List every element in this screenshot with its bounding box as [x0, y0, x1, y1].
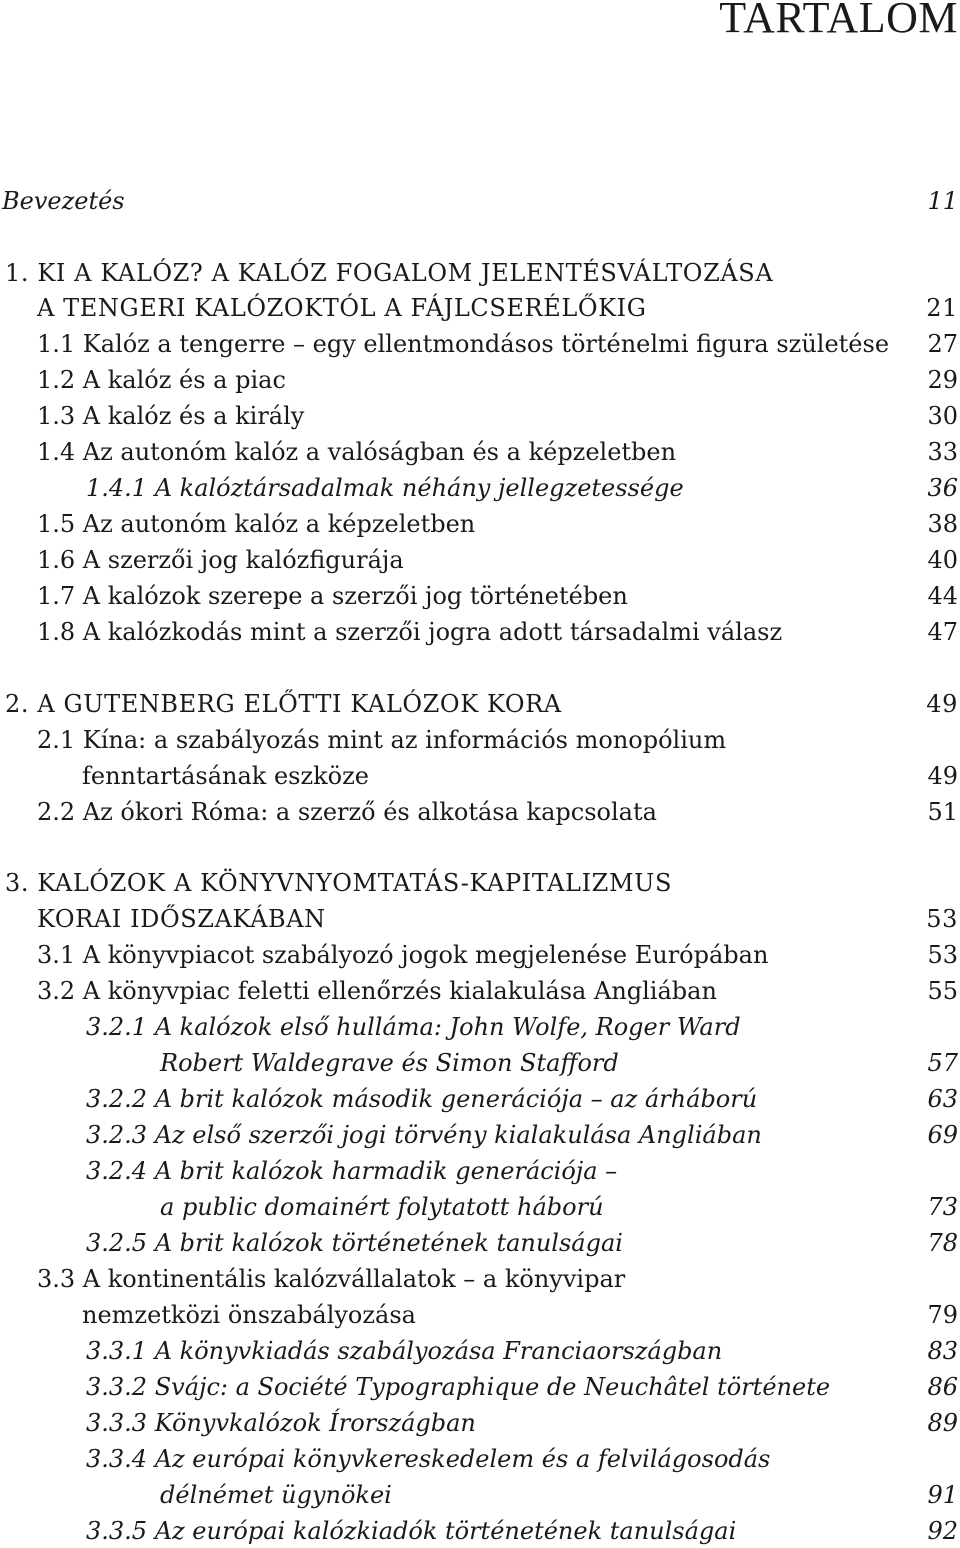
toc-chapter-title: A TENGERI KALÓZOKTÓL A FÁJLCSERÉLŐKIG — [37, 294, 647, 322]
toc-entry-2-1-line1[interactable] — [0, 723, 960, 757]
toc-entry-page: 63 — [927, 1085, 958, 1113]
toc-entry-page: 55 — [927, 977, 958, 1005]
toc-entry-1-4-1[interactable] — [0, 471, 960, 505]
toc-entry-1-2[interactable] — [0, 363, 960, 397]
toc-entry-page: 92 — [927, 1517, 958, 1545]
toc-entry-page: 44 — [927, 582, 958, 610]
toc-entry-title: 3.2.2 A brit kalózok második generációja – az árháború — [86, 1085, 758, 1113]
toc-entry-1-6[interactable] — [0, 543, 960, 577]
toc-entry-1-8[interactable] — [0, 615, 960, 649]
toc-chapter-3-line2[interactable] — [0, 902, 960, 936]
toc-entry-intro[interactable] — [0, 184, 960, 218]
toc-entry-page: 69 — [927, 1121, 958, 1149]
toc-chapter-title: 1. KI A KALÓZ? A KALÓZ FOGALOM JELENTÉSVÁLTOZÁSA — [5, 259, 774, 287]
toc-entry-title: 1.3 A kalóz és a király — [37, 402, 305, 430]
toc-entry-3-1[interactable] — [0, 938, 960, 972]
toc-entry-title: 3.3.2 Svájc: a Société Typographique de Neuchâtel története — [86, 1373, 831, 1401]
toc-entry-title: 3.3.5 Az európai kalózkiadók történetének tanulságai — [86, 1517, 737, 1545]
toc-entry-title: 3.3.1 A könyvkiadás szabályozása Franciaországban — [86, 1337, 723, 1365]
toc-entry-page: 83 — [927, 1337, 958, 1365]
toc-entry-title: 1.7 A kalózok szerepe a szerzői jog történetében — [37, 582, 628, 610]
toc-entry-3-3-4-line2[interactable] — [0, 1478, 960, 1512]
page-title: TARTALOM — [719, 0, 958, 42]
toc-entry-page: 86 — [927, 1373, 958, 1401]
toc-entry-page: 21 — [926, 294, 958, 322]
toc-entry-title: fenntartásának eszköze — [82, 762, 369, 790]
toc-entry-page: 38 — [927, 510, 958, 538]
toc-entry-page: 11 — [927, 187, 958, 215]
toc-entry-page: 57 — [927, 1049, 958, 1077]
toc-entry-1-7[interactable] — [0, 579, 960, 613]
toc-entry-page: 27 — [927, 330, 958, 358]
toc-entry-title: 1.8 A kalózkodás mint a szerzői jogra adott társadalmi válasz — [37, 618, 783, 646]
toc-entry-title: 3.3 A kontinentális kalózvállalatok – a könyvipar — [37, 1265, 626, 1293]
toc-entry-3-2[interactable] — [0, 974, 960, 1008]
toc-entry-1-3[interactable] — [0, 399, 960, 433]
toc-entry-3-2-1-line1[interactable] — [0, 1010, 960, 1044]
toc-entry-title: 3.2.1 A kalózok első hulláma: John Wolfe, Roger Ward — [86, 1013, 741, 1041]
toc-entry-page: 47 — [927, 618, 958, 646]
toc-entry-3-3-line2[interactable] — [0, 1298, 960, 1332]
toc-entry-page: 40 — [927, 546, 958, 574]
toc-entry-title: a public domainért folytatott háború — [160, 1193, 604, 1221]
toc-entry-3-3-4-line1[interactable] — [0, 1442, 960, 1476]
toc-entry-page: 30 — [927, 402, 958, 430]
toc-entry-page: 36 — [927, 474, 958, 502]
toc-entry-title: 1.4.1 A kalóztársadalmak néhány jellegzetessége — [86, 474, 684, 502]
toc-entry-page: 29 — [927, 366, 958, 394]
toc-entry-title: délnémet ügynökei — [160, 1481, 392, 1509]
toc-entry-page: 53 — [927, 941, 958, 969]
toc-chapter-title: 2. A GUTENBERG ELŐTTI KALÓZOK KORA — [5, 690, 562, 718]
toc-entry-3-3-line1[interactable] — [0, 1262, 960, 1296]
toc-entry-title: 3.3.3 Könyvkalózok Írországban — [86, 1409, 476, 1437]
toc-entry-title: 3.1 A könyvpiacot szabályozó jogok megjelenése Európában — [37, 941, 769, 969]
toc-entry-title: 2.1 Kína: a szabályozás mint az információs monopólium — [37, 726, 727, 754]
toc-entry-title: 1.4 Az autonóm kalóz a valóságban és a képzeletben — [37, 438, 677, 466]
toc-entry-page: 51 — [927, 798, 958, 826]
toc-entry-page: 49 — [926, 690, 958, 718]
toc-entry-title: 1.2 A kalóz és a piac — [37, 366, 286, 394]
toc-entry-3-3-1[interactable] — [0, 1334, 960, 1368]
toc-chapter-3-line1[interactable] — [0, 866, 960, 900]
toc-entry-page: 33 — [927, 438, 958, 466]
toc-entry-page: 49 — [927, 762, 958, 790]
toc-entry-3-2-4-line2[interactable] — [0, 1190, 960, 1224]
toc-entry-title: 3.2.3 Az első szerzői jogi törvény kialakulása Angliában — [86, 1121, 762, 1149]
toc-entry-page: 89 — [927, 1409, 958, 1437]
toc-entry-page: 91 — [927, 1481, 958, 1509]
toc-entry-3-3-5[interactable] — [0, 1514, 960, 1548]
toc-chapter-title: 3. KALÓZOK A KÖNYVNYOMTATÁS-KAPITALIZMUS — [5, 869, 672, 897]
toc-entry-title: 3.2.5 A brit kalózok történetének tanulságai — [86, 1229, 623, 1257]
toc-entry-page: 79 — [927, 1301, 958, 1329]
toc-entry-1-1[interactable] — [0, 327, 960, 361]
toc-entry-page: 53 — [926, 905, 958, 933]
toc-entry-title: nemzetközi önszabályozása — [82, 1301, 416, 1329]
toc-entry-page: 78 — [927, 1229, 958, 1257]
toc-entry-title: 1.5 Az autonóm kalóz a képzeletben — [37, 510, 476, 538]
toc-entry-2-1-line2[interactable] — [0, 759, 960, 793]
toc-entry-title: 3.2.4 A brit kalózok harmadik generációja – — [86, 1157, 618, 1185]
toc-entry-title: 1.1 Kalóz a tengerre – egy ellentmondásos történelmi figura születése — [37, 330, 890, 358]
toc-chapter-1-line2[interactable] — [0, 291, 960, 325]
toc-entry-title: Robert Waldegrave és Simon Stafford — [160, 1049, 619, 1077]
toc-entry-title: 2.2 Az ókori Róma: a szerző és alkotása kapcsolata — [37, 798, 657, 826]
toc-chapter-title: KORAI IDŐSZAKÁBAN — [37, 905, 326, 933]
toc-entry-3-2-5[interactable] — [0, 1226, 960, 1260]
toc-entry-2-2[interactable] — [0, 795, 960, 829]
toc-entry-3-2-3[interactable] — [0, 1118, 960, 1152]
toc-entry-1-5[interactable] — [0, 507, 960, 541]
toc-entry-3-3-3[interactable] — [0, 1406, 960, 1440]
toc-entry-page: 73 — [927, 1193, 958, 1221]
toc-entry-3-2-4-line1[interactable] — [0, 1154, 960, 1188]
toc-entry-3-2-1-line2[interactable] — [0, 1046, 960, 1080]
toc-entry-title: 3.2 A könyvpiac feletti ellenőrzés kialakulása Angliában — [37, 977, 717, 1005]
toc-chapter-1-line1[interactable] — [0, 256, 960, 290]
toc-entry-title: Bevezetés — [2, 187, 125, 215]
toc-chapter-2[interactable] — [0, 687, 960, 721]
toc-entry-title: 1.6 A szerzői jog kalózfigurája — [37, 546, 404, 574]
toc-entry-3-3-2[interactable] — [0, 1370, 960, 1404]
toc-entry-3-2-2[interactable] — [0, 1082, 960, 1116]
toc-entry-title: 3.3.4 Az európai könyvkereskedelem és a felvilágosodás — [86, 1445, 771, 1473]
toc-entry-1-4[interactable] — [0, 435, 960, 469]
